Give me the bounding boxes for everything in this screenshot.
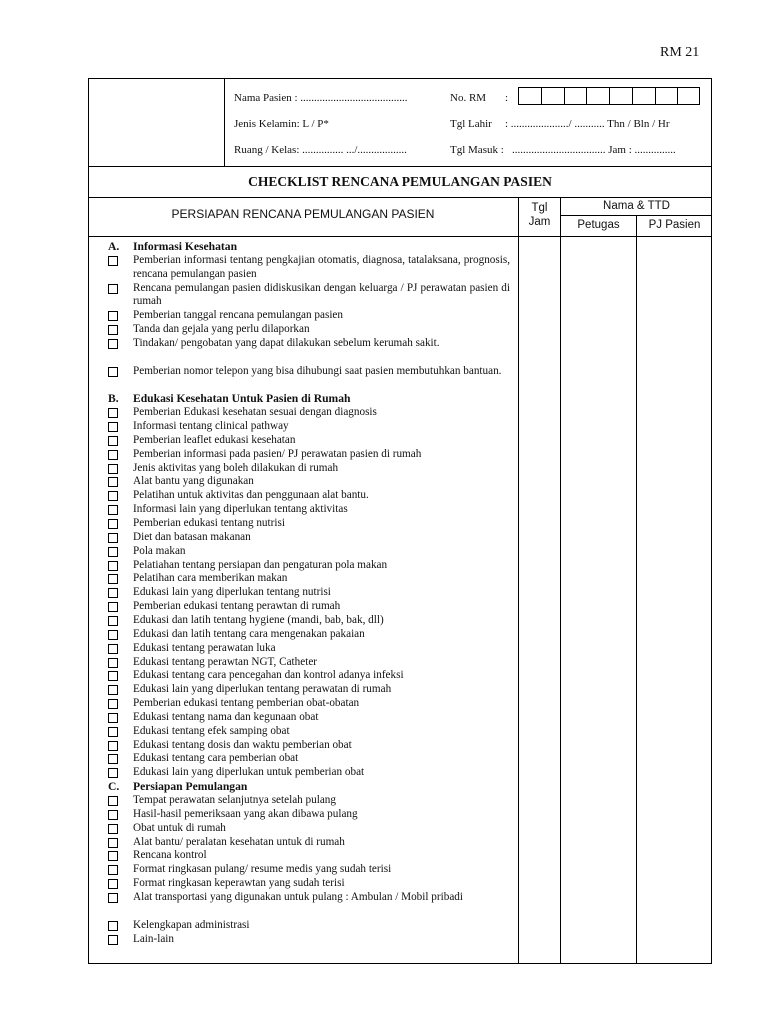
tgl-masuk-field[interactable]: .................................. Jam : ............... [512,144,676,156]
no-rm-digit-box[interactable] [586,87,609,105]
document-code: RM 21 [660,45,700,60]
section-letter: A. [108,240,120,253]
no-rm-digit-box[interactable] [541,87,564,105]
checkbox[interactable] [108,588,118,598]
jenis-kelamin-field[interactable]: Jenis Kelamin: L / P* [234,118,329,130]
checkbox[interactable] [108,422,118,432]
checkbox[interactable] [108,671,118,681]
no-rm-digit-box[interactable] [564,87,587,105]
section-letter: C. [108,780,120,794]
checkbox[interactable] [108,284,118,294]
title-bottom-line [88,197,712,198]
section-title: Persiapan Pemulangan [133,780,248,794]
checklist-item-label: Rencana kontrol [133,849,207,862]
checkbox[interactable] [108,727,118,737]
checkbox[interactable] [108,630,118,640]
checklist-item-label: Hasil-hasil pemeriksaan yang akan dibawa pulang [133,807,358,820]
checklist-item-label: Jenis aktivitas yang boleh dilakukan di rumah [133,461,339,474]
jam-column-header: Jam [528,216,551,228]
checklist-item-label: Alat bantu yang digunakan [133,475,254,488]
tgl-masuk-label: Tgl Masuk : [450,144,504,156]
tgl-column-header: Tgl [531,202,548,214]
no-rm-digit-box[interactable] [632,87,655,105]
checklist-item-label: Pola makan [133,544,186,557]
checklist-item-label: Pelatihan untuk aktivitas dan penggunaan alat bantu. [133,489,369,502]
checklist-item-label: Edukasi tentang nama dan kegunaan obat [133,710,319,723]
checkbox[interactable] [108,505,118,515]
checklist-item-label: Edukasi lain yang diperlukan tentang nutrisi [133,586,331,599]
checklist-item-label: Pemberian tanggal rencana pemulangan pasien [133,309,343,322]
nama-pasien-field[interactable]: Nama Pasien : ....................................... [234,92,408,104]
checkbox[interactable] [108,893,118,903]
checklist-item-label: Edukasi dan latih tentang hygiene (mandi, bab, bak, dll) [133,613,384,626]
checkbox[interactable] [108,367,118,377]
checklist-item-label: Edukasi dan latih tentang cara mengenakan pakaian [133,627,365,640]
checkbox[interactable] [108,616,118,626]
checkbox[interactable] [108,561,118,571]
ruang-kelas-field[interactable]: Ruang / Kelas: ............... .../.................. [234,144,407,156]
checkbox[interactable] [108,491,118,501]
checklist-item-label: Edukasi tentang cara pencegahan dan kontrol adanya infeksi [133,669,404,682]
checkbox[interactable] [108,477,118,487]
pj-pasien-column-header: PJ Pasien [648,219,701,231]
no-rm-digit-box[interactable] [609,87,632,105]
no-rm-digit-box[interactable] [518,87,541,105]
checklist-item-label: Informasi lain yang diperlukan tentang aktivitas [133,503,348,516]
checklist-item-label: Edukasi lain yang diperlukan tentang perawatan di rumah [133,683,392,696]
checkbox[interactable] [108,685,118,695]
section-title: Informasi Kesehatan [133,240,238,253]
checkbox[interactable] [108,810,118,820]
checkbox[interactable] [108,851,118,861]
preparation-column-header: PERSIAPAN RENCANA PEMULANGAN PASIEN [171,207,435,221]
checkbox[interactable] [108,741,118,751]
checklist-item-label: Informasi tentang clinical pathway [133,420,289,433]
checkbox[interactable] [108,325,118,335]
checkbox[interactable] [108,713,118,723]
checklist-item-label: Diet dan batasan makanan [133,530,251,543]
checkbox[interactable] [108,311,118,321]
col-divider-pj [636,215,637,964]
tgl-lahir-field[interactable]: : ...................../ ........... Thn / Bln / Hr [505,118,670,130]
checkbox[interactable] [108,824,118,834]
checkbox[interactable] [108,256,118,266]
checklist-item-label: Tempat perawatan selanjutnya setelah pulang [133,794,336,806]
section-letter: B. [108,392,119,406]
form-title: CHECKLIST RENCANA PEMULANGAN PASIEN [248,174,552,189]
section-title: Edukasi Kesehatan Untuk Pasien di Rumah [133,392,351,406]
table-header-bottom-line [88,236,712,237]
checkbox[interactable] [108,879,118,889]
checkbox[interactable] [108,574,118,584]
checkbox[interactable] [108,935,118,945]
checklist-item-label: Edukasi tentang efek samping obat [133,724,290,737]
checkbox[interactable] [108,339,118,349]
checklist-item-label: Alat bantu/ peralatan kesehatan untuk di rumah [133,835,345,848]
checklist-item-label: Tindakan/ pengobatan yang dapat dilakukan sebelum kerumah sakit. [133,336,440,349]
header-divider [224,78,225,167]
checkbox[interactable] [108,519,118,529]
no-rm-label: No. RM [450,92,487,104]
checkbox[interactable] [108,699,118,709]
checklist-item-label: Edukasi tentang dosis dan waktu pemberian obat [133,738,352,751]
col-divider-petugas [560,197,561,964]
checklist-item-label: Pemberian edukasi tentang pemberian obat-obatan [133,697,360,710]
checklist-item-label: Edukasi lain yang diperlukan untuk pemberian obat [133,766,365,779]
checkbox[interactable] [108,450,118,460]
col-divider-tgl [518,197,519,964]
checklist-item-label: Pelatihan cara memberikan makan [133,572,288,585]
checklist-item-label: Alat transportasi yang digunakan untuk pulang : Ambulan / Mobil pribadi [133,890,463,903]
checkbox[interactable] [108,838,118,848]
petugas-column-header: Petugas [577,219,620,231]
checkbox[interactable] [108,921,118,931]
no-rm-digit-box[interactable] [655,87,678,105]
checkbox[interactable] [108,533,118,543]
checkbox[interactable] [108,658,118,668]
checklist-item-label: Pemberian nomor telepon yang bisa dihubungi saat pasien membutuhkan bantuan. [133,364,502,377]
checklist-item-label: Edukasi tentang perawtan NGT, Catheter [133,655,318,668]
checklist-item-label: Edukasi tentang perawatan luka [133,641,276,654]
checklist-item-label: Pemberian Edukasi kesehatan sesuai dengan diagnosis [133,406,377,419]
no-rm-colon: : [505,92,509,104]
checklist-item-label: Format ringkasan pulang/ resume medis yang sudah terisi [133,863,392,876]
checkbox[interactable] [108,547,118,557]
checkbox[interactable] [108,644,118,654]
no-rm-digit-box[interactable] [677,87,700,105]
checklist-item-label: Pemberian informasi pada pasien/ PJ perawatan pasien di rumah [133,447,422,460]
no-rm-input-boxes[interactable] [518,87,700,105]
checkbox[interactable] [108,754,118,764]
nama-ttd-header: Nama & TTD [603,200,670,212]
header-bottom-line [88,166,712,167]
checkbox[interactable] [108,768,118,778]
checklist-item-label: Lain-lain [133,932,175,945]
tgl-lahir-label: Tgl Lahir [450,118,492,130]
checklist-item-label: Pemberian edukasi tentang perawtan di rumah [133,600,341,613]
checklist-item-label: Rencana pemulangan pasien didiskusikan dengan keluarga / PJ perawatan pasien di rumah [133,281,510,308]
checkbox[interactable] [108,796,118,806]
checklist-item-label: Obat untuk di rumah [133,821,226,834]
checklist-item-label: Pemberian edukasi tentang nutrisi [133,517,285,529]
checkbox[interactable] [108,602,118,612]
checklist-item-label: Pemberian leaflet edukasi kesehatan [133,433,296,446]
checkbox[interactable] [108,436,118,446]
checklist-item-label: Pelatiahan tentang persiapan dan pengaturan pola makan [133,558,388,571]
checkbox[interactable] [108,865,118,875]
checklist-item-label: Format ringkasan keperawtan yang sudah terisi [133,877,345,890]
checklist-item-label: Pemberian informasi tentang pengkajian otomatis, diagnosa, tatalaksana, prognosis, rencana pemulangan pasien [133,253,510,280]
checklist-item-label: Tanda dan gejala yang perlu dilaporkan [133,323,310,336]
checkbox[interactable] [108,408,118,418]
checklist-item-label: Edukasi tentang cara pemberian obat [133,752,299,765]
checklist-item-label: Kelengkapan administrasi [133,918,250,931]
checkbox[interactable] [108,464,118,474]
